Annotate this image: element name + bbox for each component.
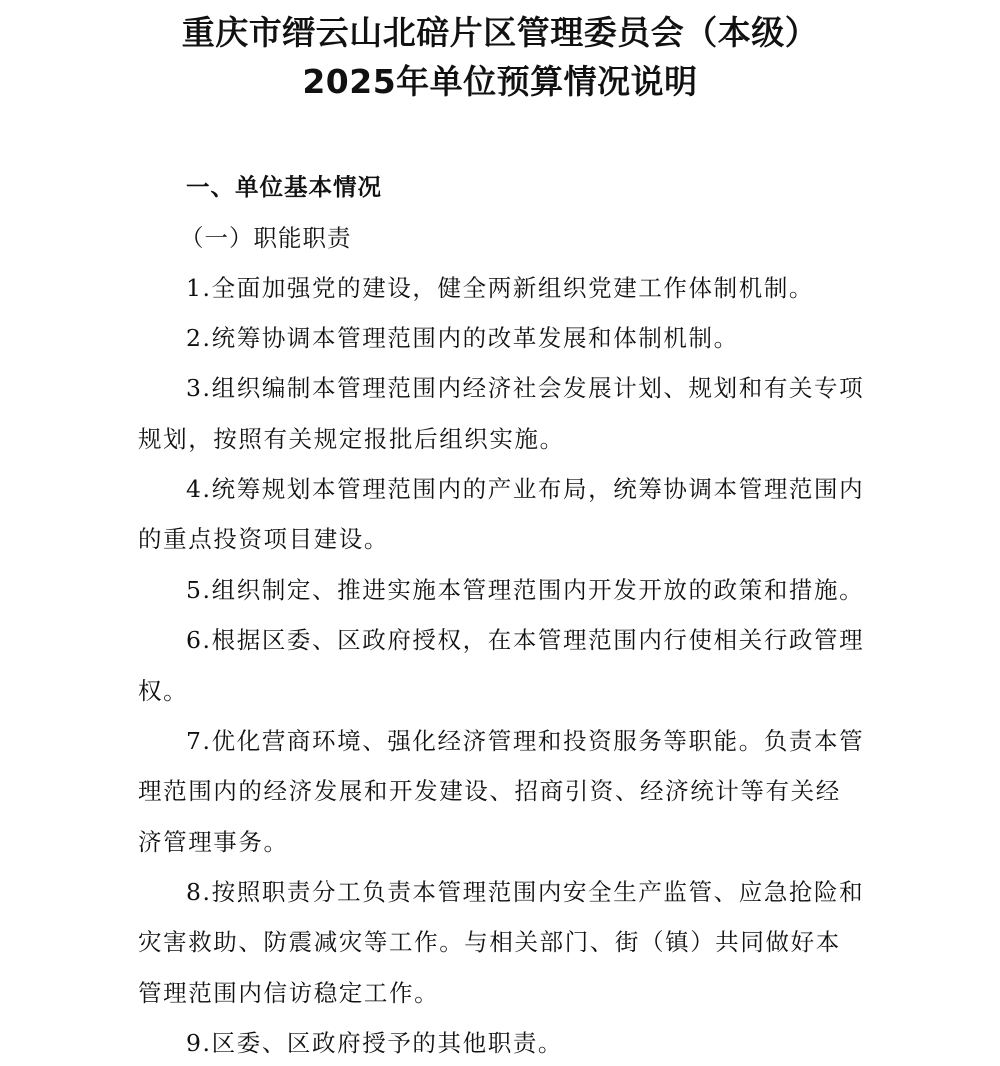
paragraph-line: 2.统筹协调本管理范围内的改革发展和体制机制。 [186, 324, 739, 352]
paragraph-line: 5.组织制定、推进实施本管理范围内开发开放的政策和措施。 [186, 576, 865, 604]
paragraph-line: 9.区委、区政府授予的其他职责。 [186, 1029, 564, 1057]
subsection-heading: （一）职能职责 [180, 224, 352, 252]
paragraph-line: 8.按照职责分工负责本管理范围内安全生产监管、应急抢险和 [186, 878, 865, 906]
paragraph-line: 济管理事务。 [138, 828, 289, 856]
section-heading: 一、单位基本情况 [186, 173, 382, 201]
paragraph-line: 规划，按照有关规定报批后组织实施。 [138, 425, 565, 453]
paragraph-line: 管理范围内信访稳定工作。 [138, 979, 440, 1007]
paragraph-line: 7.优化营商环境、强化经济管理和投资服务等职能。负责本管 [186, 727, 865, 755]
paragraph-line: 1.全面加强党的建设，健全两新组织党建工作体制机制。 [186, 274, 815, 302]
document-title-line-2: 2025年单位预算情况说明 [302, 62, 698, 101]
document-title-line-1: 重庆市缙云山北碚片区管理委员会（本级） [181, 13, 819, 52]
paragraph-line: 灾害救助、防震减灾等工作。与相关部门、街（镇）共同做好本 [138, 928, 841, 956]
paragraph-line: 4.统筹规划本管理范围内的产业布局，统筹协调本管理范围内 [186, 475, 865, 503]
paragraph-line: 的重点投资项目建设。 [138, 525, 389, 553]
paragraph-line: 权。 [138, 677, 189, 705]
paragraph-line: 6.根据区委、区政府授权，在本管理范围内行使相关行政管理 [186, 626, 865, 654]
paragraph-line: 理范围内的经济发展和开发建设、招商引资、经济统计等有关经 [138, 777, 841, 805]
paragraph-line: 3.组织编制本管理范围内经济社会发展计划、规划和有关专项 [186, 374, 865, 402]
